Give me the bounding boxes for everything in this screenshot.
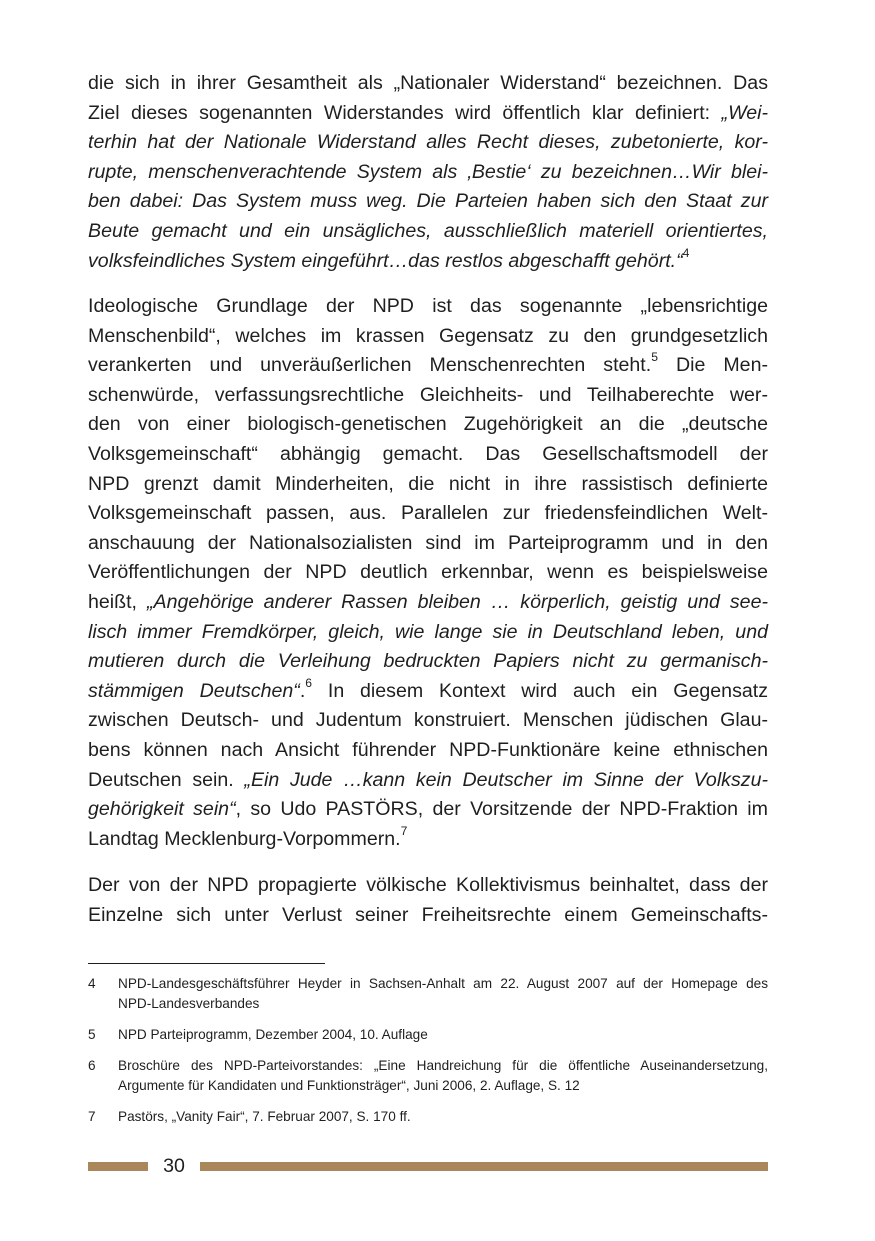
- footnote-line: Argumente für Kandidaten und Funktionsträger“, Juni 2006, 2. Auflage, S. 12: [118, 1078, 580, 1093]
- body-text: Ziel dieses sogenannten Widerstandes wird öffentlich klar definiert:: [88, 101, 722, 124]
- body-text: In diesem Kontext wird auch ein Gegensatz: [312, 679, 768, 702]
- body-text: Landtag Mecklenburg-Vorpommern.: [88, 827, 401, 850]
- body-line: [88, 99, 768, 129]
- body-line: den von einer biologisch-genetischen Zugehörigkeit an die „deutsche: [88, 413, 768, 436]
- body-text: verankerten und unveräußerlichen Menschenrechten steht.: [88, 354, 652, 377]
- body-line: Volksgemeinschaft“ abhängig gemacht. Das Gesellschaftsmodell der: [88, 442, 768, 465]
- quoted-line: terhin hat der Nationale Widerstand alles Recht dieses, zubetonierte, kor-: [88, 131, 768, 154]
- footer-bar-left: [88, 1162, 148, 1171]
- quoted-text: „Angehörige anderer Rassen bleiben … körperlich, geistig und see-: [146, 590, 768, 613]
- body-line: die sich in ihrer Gesamtheit als „Nationaler Widerstand“ bezeichnen. Das: [88, 72, 768, 94]
- footnote-number: 6: [88, 1058, 96, 1073]
- quoted-line: ben dabei: Das System muss weg. Die Parteien haben sich den Staat zur: [88, 190, 768, 213]
- footnote-line: NPD-Landesverbandes: [118, 996, 260, 1011]
- body-line: NPD grenzt damit Minderheiten, die nicht in ihre rassistisch definierte: [88, 472, 768, 495]
- footnote-number: 4: [88, 976, 96, 991]
- body-text: Deutschen sein.: [88, 768, 245, 791]
- body-line: Volksgemeinschaft passen, aus. Parallelen zur friedensfeindlichen Welt-: [88, 502, 768, 525]
- body-line: Menschenbild“, welches im krassen Gegensatz zu den grundgesetzlich: [88, 324, 768, 347]
- body-text: heißt,: [88, 590, 147, 613]
- footnote-reference: 4: [682, 245, 690, 260]
- footnote-text: [118, 1107, 768, 1127]
- quoted-text: gehörigkeit sein“: [88, 798, 236, 821]
- footnote-line: Broschüre des NPD-Parteivorstandes: „Eine Handreichung für die öffentliche Auseinandersetzung,: [118, 1058, 768, 1073]
- body-line: Veröffentlichungen der NPD deutlich erkennbar, wenn es beispielsweise: [88, 561, 768, 584]
- body-line: [88, 247, 768, 277]
- body-text: Die Men-: [657, 354, 768, 377]
- footnote-line: Pastörs, „Vanity Fair“, 7. Februar 2007, S. 170 ff.: [118, 1109, 411, 1124]
- footnote-number: 7: [88, 1109, 96, 1124]
- body-text: .: [299, 679, 306, 702]
- footnote-line: NPD Parteiprogramm, Dezember 2004, 10. Auflage: [118, 1027, 428, 1042]
- body-text: , so Udo PASTÖRS, der Vorsitzende der NPD-Fraktion im: [235, 798, 768, 821]
- body-paragraph-2: [88, 292, 768, 854]
- footnote-number: 5: [88, 1027, 96, 1042]
- quoted-line: mutieren durch die Verleihung bedruckten Papiers nicht zu germanisch-: [88, 650, 768, 673]
- footnote-line: NPD-Landesgeschäftsführer Heyder in Sachsen-Anhalt am 22. August 2007 auf der Homepage des: [118, 976, 768, 991]
- footer-bar-right: [200, 1162, 768, 1171]
- quoted-text: „Wei-: [721, 101, 768, 124]
- footnote-text: [118, 974, 768, 1014]
- body-line: schenwürde, verfassungsrechtliche Gleichheits- und Teilhaberechte wer-: [88, 383, 768, 406]
- quoted-text: volksfeindliches System eingeführt…das restlos abgeschafft gehört.“: [88, 249, 683, 272]
- quoted-text: „Ein Jude …kann kein Deutscher im Sinne der Volkszu-: [244, 768, 768, 791]
- body-line: [88, 795, 768, 825]
- body-line: bens können nach Ansicht führender NPD-Funktionäre keine ethnischen: [88, 738, 768, 761]
- footnote-reference: 6: [305, 675, 313, 690]
- body-line: [88, 677, 768, 707]
- page-number: 30: [163, 1155, 185, 1177]
- footnote-text: [118, 1025, 768, 1045]
- body-line: anschauung der Nationalsozialisten sind im Parteiprogramm und in den: [88, 531, 768, 554]
- quoted-line: rupte, menschenverachtende System als ‚Bestie‘ zu bezeichnen…Wir blei-: [88, 160, 768, 183]
- quoted-line: lisch immer Fremdkörper, gleich, wie lange sie in Deutschland leben, und: [88, 620, 768, 643]
- quoted-text: stämmigen Deutschen“: [88, 679, 300, 702]
- body-line: zwischen Deutsch- und Judentum konstruiert. Menschen jüdischen Glau-: [88, 709, 768, 732]
- body-line: Ideologische Grundlage der NPD ist das sogenannte „lebensrichtige: [88, 295, 768, 317]
- footnote-reference: 5: [651, 350, 658, 365]
- body-paragraph-1: [88, 69, 768, 276]
- body-line: [88, 825, 768, 855]
- body-line: Der von der NPD propagierte völkische Kollektivismus beinhaltet, dass der: [88, 874, 768, 896]
- footnote-reference: 7: [400, 823, 408, 838]
- footnote-divider: [88, 963, 325, 964]
- quoted-line: Beute gemacht und ein unsägliches, ausschließlich materiell orientiertes,: [88, 219, 768, 242]
- footnote-text: [118, 1056, 768, 1096]
- body-line: [88, 588, 768, 618]
- body-paragraph-3: [88, 871, 768, 930]
- body-line: [88, 351, 768, 381]
- body-line: Einzelne sich unter Verlust seiner Freiheitsrechte einem Gemeinschafts-: [88, 903, 768, 926]
- body-line: [88, 766, 768, 796]
